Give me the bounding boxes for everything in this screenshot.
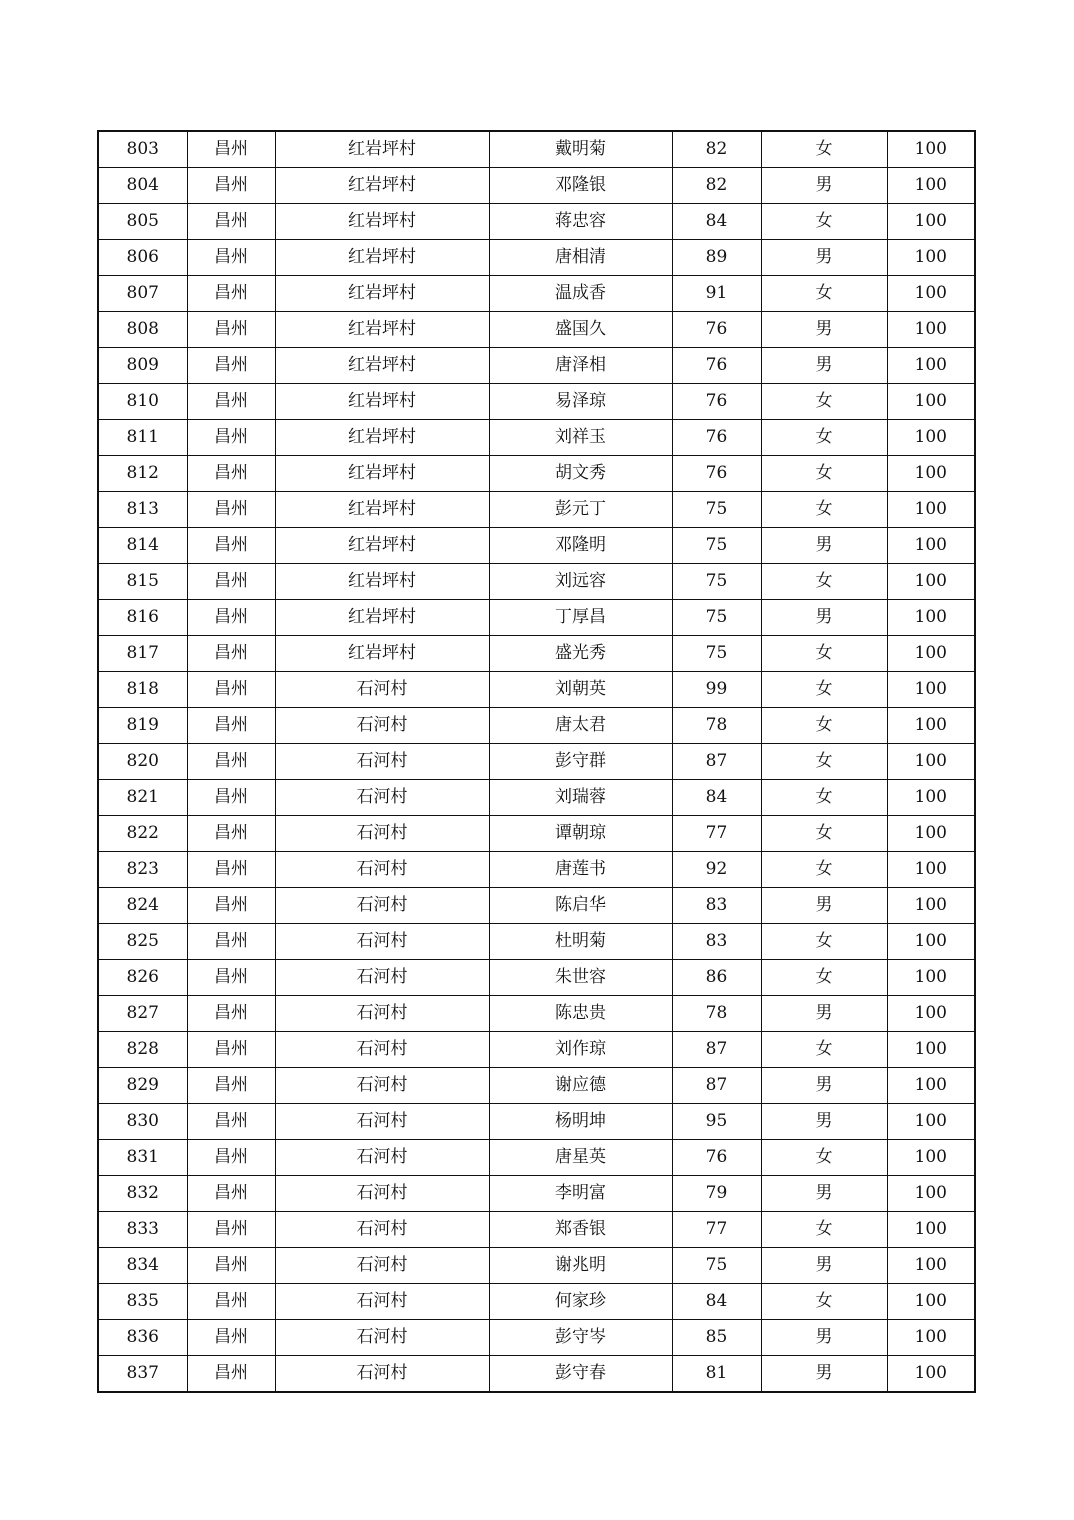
table-row xyxy=(98,852,975,888)
village-cell: 石河村 xyxy=(275,816,489,852)
name-cell: 刘祥玉 xyxy=(489,420,672,456)
gender-cell: 女 xyxy=(761,1032,887,1068)
village-cell: 石河村 xyxy=(275,1248,489,1284)
town-cell: 昌州 xyxy=(187,240,275,276)
village-cell: 石河村 xyxy=(275,1068,489,1104)
age-cell: 83 xyxy=(672,888,761,924)
gender-cell: 女 xyxy=(761,1284,887,1320)
gender-cell: 女 xyxy=(761,492,887,528)
row-number-cell: 808 xyxy=(98,312,187,348)
name-cell: 温成香 xyxy=(489,276,672,312)
table-row xyxy=(98,1356,975,1393)
amount-cell: 100 xyxy=(887,1320,975,1356)
row-number-cell: 834 xyxy=(98,1248,187,1284)
amount-cell: 100 xyxy=(887,1212,975,1248)
table-row xyxy=(98,636,975,672)
amount-cell: 100 xyxy=(887,456,975,492)
village-cell: 红岩坪村 xyxy=(275,528,489,564)
town-cell: 昌州 xyxy=(187,960,275,996)
amount-cell: 100 xyxy=(887,1032,975,1068)
row-number-cell: 805 xyxy=(98,204,187,240)
village-cell: 石河村 xyxy=(275,1284,489,1320)
table-row xyxy=(98,1032,975,1068)
amount-cell: 100 xyxy=(887,1140,975,1176)
name-cell: 唐莲书 xyxy=(489,852,672,888)
row-number-cell: 828 xyxy=(98,1032,187,1068)
name-cell: 蒋忠容 xyxy=(489,204,672,240)
name-cell: 刘朝英 xyxy=(489,672,672,708)
table-row xyxy=(98,456,975,492)
table-row xyxy=(98,924,975,960)
gender-cell: 女 xyxy=(761,1212,887,1248)
row-number-cell: 821 xyxy=(98,780,187,816)
table-row xyxy=(98,420,975,456)
town-cell: 昌州 xyxy=(187,276,275,312)
gender-cell: 女 xyxy=(761,852,887,888)
table-row xyxy=(98,816,975,852)
name-cell: 李明富 xyxy=(489,1176,672,1212)
table-row xyxy=(98,312,975,348)
amount-cell: 100 xyxy=(887,672,975,708)
row-number-cell: 832 xyxy=(98,1176,187,1212)
village-cell: 红岩坪村 xyxy=(275,456,489,492)
amount-cell: 100 xyxy=(887,312,975,348)
town-cell: 昌州 xyxy=(187,456,275,492)
gender-cell: 男 xyxy=(761,312,887,348)
age-cell: 82 xyxy=(672,168,761,204)
table-row xyxy=(98,528,975,564)
row-number-cell: 833 xyxy=(98,1212,187,1248)
village-cell: 石河村 xyxy=(275,996,489,1032)
amount-cell: 100 xyxy=(887,131,975,168)
name-cell: 谢应德 xyxy=(489,1068,672,1104)
age-cell: 76 xyxy=(672,420,761,456)
age-cell: 77 xyxy=(672,816,761,852)
name-cell: 邓隆银 xyxy=(489,168,672,204)
table-row xyxy=(98,1212,975,1248)
amount-cell: 100 xyxy=(887,1104,975,1140)
town-cell: 昌州 xyxy=(187,780,275,816)
row-number-cell: 815 xyxy=(98,564,187,600)
row-number-cell: 836 xyxy=(98,1320,187,1356)
village-cell: 红岩坪村 xyxy=(275,492,489,528)
gender-cell: 女 xyxy=(761,1140,887,1176)
amount-cell: 100 xyxy=(887,780,975,816)
table-row xyxy=(98,384,975,420)
row-number-cell: 837 xyxy=(98,1356,187,1393)
village-cell: 石河村 xyxy=(275,780,489,816)
village-cell: 石河村 xyxy=(275,1140,489,1176)
age-cell: 78 xyxy=(672,996,761,1032)
name-cell: 谭朝琼 xyxy=(489,816,672,852)
gender-cell: 男 xyxy=(761,1356,887,1393)
row-number-cell: 829 xyxy=(98,1068,187,1104)
row-number-cell: 807 xyxy=(98,276,187,312)
age-cell: 76 xyxy=(672,384,761,420)
table-row xyxy=(98,240,975,276)
age-cell: 81 xyxy=(672,1356,761,1393)
amount-cell: 100 xyxy=(887,1284,975,1320)
age-cell: 76 xyxy=(672,1140,761,1176)
village-cell: 石河村 xyxy=(275,960,489,996)
amount-cell: 100 xyxy=(887,348,975,384)
age-cell: 87 xyxy=(672,744,761,780)
amount-cell: 100 xyxy=(887,1248,975,1284)
age-cell: 77 xyxy=(672,1212,761,1248)
age-cell: 75 xyxy=(672,528,761,564)
table-row xyxy=(98,672,975,708)
amount-cell: 100 xyxy=(887,492,975,528)
village-cell: 石河村 xyxy=(275,1176,489,1212)
age-cell: 75 xyxy=(672,564,761,600)
amount-cell: 100 xyxy=(887,852,975,888)
village-cell: 红岩坪村 xyxy=(275,384,489,420)
town-cell: 昌州 xyxy=(187,131,275,168)
town-cell: 昌州 xyxy=(187,996,275,1032)
name-cell: 戴明菊 xyxy=(489,131,672,168)
amount-cell: 100 xyxy=(887,744,975,780)
name-cell: 丁厚昌 xyxy=(489,600,672,636)
gender-cell: 男 xyxy=(761,1104,887,1140)
village-cell: 红岩坪村 xyxy=(275,312,489,348)
town-cell: 昌州 xyxy=(187,1356,275,1393)
table-row xyxy=(98,708,975,744)
age-cell: 75 xyxy=(672,492,761,528)
village-cell: 石河村 xyxy=(275,852,489,888)
town-cell: 昌州 xyxy=(187,708,275,744)
town-cell: 昌州 xyxy=(187,672,275,708)
village-cell: 红岩坪村 xyxy=(275,600,489,636)
town-cell: 昌州 xyxy=(187,1032,275,1068)
village-cell: 石河村 xyxy=(275,1356,489,1393)
row-number-cell: 827 xyxy=(98,996,187,1032)
gender-cell: 女 xyxy=(761,708,887,744)
row-number-cell: 826 xyxy=(98,960,187,996)
gender-cell: 女 xyxy=(761,960,887,996)
row-number-cell: 823 xyxy=(98,852,187,888)
age-cell: 75 xyxy=(672,1248,761,1284)
age-cell: 79 xyxy=(672,1176,761,1212)
gender-cell: 女 xyxy=(761,384,887,420)
row-number-cell: 822 xyxy=(98,816,187,852)
age-cell: 75 xyxy=(672,600,761,636)
roster-body xyxy=(98,131,975,1392)
row-number-cell: 810 xyxy=(98,384,187,420)
town-cell: 昌州 xyxy=(187,1320,275,1356)
town-cell: 昌州 xyxy=(187,312,275,348)
amount-cell: 100 xyxy=(887,888,975,924)
age-cell: 83 xyxy=(672,924,761,960)
table-row xyxy=(98,168,975,204)
name-cell: 彭元丁 xyxy=(489,492,672,528)
amount-cell: 100 xyxy=(887,960,975,996)
table-row xyxy=(98,131,975,168)
gender-cell: 男 xyxy=(761,1248,887,1284)
name-cell: 朱世容 xyxy=(489,960,672,996)
village-cell: 石河村 xyxy=(275,1104,489,1140)
table-row xyxy=(98,1284,975,1320)
town-cell: 昌州 xyxy=(187,1068,275,1104)
table-row xyxy=(98,780,975,816)
town-cell: 昌州 xyxy=(187,168,275,204)
gender-cell: 女 xyxy=(761,636,887,672)
gender-cell: 女 xyxy=(761,744,887,780)
gender-cell: 女 xyxy=(761,672,887,708)
gender-cell: 女 xyxy=(761,276,887,312)
village-cell: 石河村 xyxy=(275,708,489,744)
town-cell: 昌州 xyxy=(187,924,275,960)
table-row xyxy=(98,348,975,384)
table-row xyxy=(98,1248,975,1284)
age-cell: 82 xyxy=(672,131,761,168)
age-cell: 99 xyxy=(672,672,761,708)
name-cell: 刘瑞蓉 xyxy=(489,780,672,816)
gender-cell: 男 xyxy=(761,600,887,636)
row-number-cell: 816 xyxy=(98,600,187,636)
row-number-cell: 803 xyxy=(98,131,187,168)
row-number-cell: 809 xyxy=(98,348,187,384)
gender-cell: 男 xyxy=(761,1176,887,1212)
table-row xyxy=(98,744,975,780)
table-row xyxy=(98,492,975,528)
gender-cell: 女 xyxy=(761,420,887,456)
name-cell: 刘作琼 xyxy=(489,1032,672,1068)
name-cell: 杜明菊 xyxy=(489,924,672,960)
village-cell: 石河村 xyxy=(275,744,489,780)
table-row xyxy=(98,276,975,312)
name-cell: 陈忠贵 xyxy=(489,996,672,1032)
town-cell: 昌州 xyxy=(187,888,275,924)
age-cell: 76 xyxy=(672,456,761,492)
age-cell: 85 xyxy=(672,1320,761,1356)
gender-cell: 男 xyxy=(761,888,887,924)
row-number-cell: 830 xyxy=(98,1104,187,1140)
table-row xyxy=(98,1320,975,1356)
age-cell: 76 xyxy=(672,348,761,384)
village-cell: 石河村 xyxy=(275,924,489,960)
town-cell: 昌州 xyxy=(187,1212,275,1248)
gender-cell: 男 xyxy=(761,1068,887,1104)
row-number-cell: 820 xyxy=(98,744,187,780)
village-cell: 石河村 xyxy=(275,1032,489,1068)
table-row xyxy=(98,1068,975,1104)
table-row xyxy=(98,888,975,924)
amount-cell: 100 xyxy=(887,420,975,456)
village-cell: 红岩坪村 xyxy=(275,348,489,384)
village-cell: 石河村 xyxy=(275,888,489,924)
town-cell: 昌州 xyxy=(187,348,275,384)
age-cell: 75 xyxy=(672,636,761,672)
amount-cell: 100 xyxy=(887,708,975,744)
age-cell: 87 xyxy=(672,1032,761,1068)
amount-cell: 100 xyxy=(887,996,975,1032)
town-cell: 昌州 xyxy=(187,1140,275,1176)
village-cell: 红岩坪村 xyxy=(275,131,489,168)
row-number-cell: 813 xyxy=(98,492,187,528)
gender-cell: 男 xyxy=(761,168,887,204)
age-cell: 76 xyxy=(672,312,761,348)
gender-cell: 女 xyxy=(761,564,887,600)
amount-cell: 100 xyxy=(887,276,975,312)
table-row xyxy=(98,204,975,240)
amount-cell: 100 xyxy=(887,384,975,420)
table-row xyxy=(98,1104,975,1140)
name-cell: 何家珍 xyxy=(489,1284,672,1320)
age-cell: 87 xyxy=(672,1068,761,1104)
name-cell: 彭守岑 xyxy=(489,1320,672,1356)
age-cell: 92 xyxy=(672,852,761,888)
gender-cell: 男 xyxy=(761,348,887,384)
row-number-cell: 819 xyxy=(98,708,187,744)
row-number-cell: 825 xyxy=(98,924,187,960)
age-cell: 84 xyxy=(672,1284,761,1320)
gender-cell: 男 xyxy=(761,528,887,564)
village-cell: 红岩坪村 xyxy=(275,636,489,672)
town-cell: 昌州 xyxy=(187,852,275,888)
row-number-cell: 824 xyxy=(98,888,187,924)
name-cell: 刘远容 xyxy=(489,564,672,600)
row-number-cell: 831 xyxy=(98,1140,187,1176)
amount-cell: 100 xyxy=(887,636,975,672)
amount-cell: 100 xyxy=(887,564,975,600)
row-number-cell: 811 xyxy=(98,420,187,456)
name-cell: 盛国久 xyxy=(489,312,672,348)
town-cell: 昌州 xyxy=(187,1104,275,1140)
age-cell: 86 xyxy=(672,960,761,996)
town-cell: 昌州 xyxy=(187,420,275,456)
name-cell: 谢兆明 xyxy=(489,1248,672,1284)
village-cell: 石河村 xyxy=(275,1320,489,1356)
town-cell: 昌州 xyxy=(187,204,275,240)
name-cell: 彭守群 xyxy=(489,744,672,780)
town-cell: 昌州 xyxy=(187,492,275,528)
gender-cell: 女 xyxy=(761,131,887,168)
village-cell: 红岩坪村 xyxy=(275,204,489,240)
name-cell: 杨明坤 xyxy=(489,1104,672,1140)
town-cell: 昌州 xyxy=(187,744,275,780)
amount-cell: 100 xyxy=(887,1356,975,1393)
town-cell: 昌州 xyxy=(187,1176,275,1212)
town-cell: 昌州 xyxy=(187,600,275,636)
amount-cell: 100 xyxy=(887,816,975,852)
table-row xyxy=(98,564,975,600)
amount-cell: 100 xyxy=(887,924,975,960)
age-cell: 95 xyxy=(672,1104,761,1140)
gender-cell: 女 xyxy=(761,456,887,492)
row-number-cell: 806 xyxy=(98,240,187,276)
town-cell: 昌州 xyxy=(187,1248,275,1284)
gender-cell: 男 xyxy=(761,1320,887,1356)
village-cell: 石河村 xyxy=(275,1212,489,1248)
table-row xyxy=(98,1176,975,1212)
town-cell: 昌州 xyxy=(187,564,275,600)
row-number-cell: 817 xyxy=(98,636,187,672)
table-row xyxy=(98,960,975,996)
amount-cell: 100 xyxy=(887,204,975,240)
amount-cell: 100 xyxy=(887,1068,975,1104)
row-number-cell: 835 xyxy=(98,1284,187,1320)
village-cell: 红岩坪村 xyxy=(275,420,489,456)
amount-cell: 100 xyxy=(887,168,975,204)
village-cell: 红岩坪村 xyxy=(275,240,489,276)
age-cell: 89 xyxy=(672,240,761,276)
amount-cell: 100 xyxy=(887,240,975,276)
roster-table xyxy=(97,130,976,1393)
name-cell: 盛光秀 xyxy=(489,636,672,672)
name-cell: 郑香银 xyxy=(489,1212,672,1248)
gender-cell: 女 xyxy=(761,924,887,960)
amount-cell: 100 xyxy=(887,600,975,636)
name-cell: 唐星英 xyxy=(489,1140,672,1176)
gender-cell: 男 xyxy=(761,240,887,276)
name-cell: 邓隆明 xyxy=(489,528,672,564)
gender-cell: 男 xyxy=(761,996,887,1032)
table-row xyxy=(98,1140,975,1176)
name-cell: 唐泽相 xyxy=(489,348,672,384)
row-number-cell: 814 xyxy=(98,528,187,564)
town-cell: 昌州 xyxy=(187,384,275,420)
amount-cell: 100 xyxy=(887,1176,975,1212)
gender-cell: 女 xyxy=(761,816,887,852)
amount-cell: 100 xyxy=(887,528,975,564)
village-cell: 石河村 xyxy=(275,672,489,708)
name-cell: 唐太君 xyxy=(489,708,672,744)
age-cell: 91 xyxy=(672,276,761,312)
row-number-cell: 818 xyxy=(98,672,187,708)
gender-cell: 女 xyxy=(761,780,887,816)
age-cell: 78 xyxy=(672,708,761,744)
name-cell: 彭守春 xyxy=(489,1356,672,1393)
town-cell: 昌州 xyxy=(187,1284,275,1320)
village-cell: 红岩坪村 xyxy=(275,168,489,204)
town-cell: 昌州 xyxy=(187,636,275,672)
name-cell: 胡文秀 xyxy=(489,456,672,492)
name-cell: 唐相清 xyxy=(489,240,672,276)
village-cell: 红岩坪村 xyxy=(275,564,489,600)
table-row xyxy=(98,996,975,1032)
town-cell: 昌州 xyxy=(187,528,275,564)
age-cell: 84 xyxy=(672,780,761,816)
name-cell: 易泽琼 xyxy=(489,384,672,420)
age-cell: 84 xyxy=(672,204,761,240)
row-number-cell: 804 xyxy=(98,168,187,204)
name-cell: 陈启华 xyxy=(489,888,672,924)
town-cell: 昌州 xyxy=(187,816,275,852)
table-row xyxy=(98,600,975,636)
gender-cell: 女 xyxy=(761,204,887,240)
village-cell: 红岩坪村 xyxy=(275,276,489,312)
row-number-cell: 812 xyxy=(98,456,187,492)
